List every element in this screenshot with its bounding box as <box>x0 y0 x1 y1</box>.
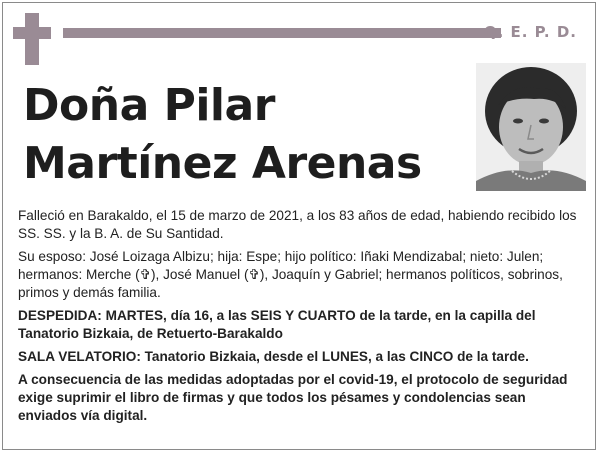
name-line-2: Martínez Arenas <box>23 138 422 189</box>
cross-icon <box>13 13 51 65</box>
qepd-label: Q. E. P. D. <box>483 23 577 41</box>
name-line-1: Doña Pilar <box>23 80 275 131</box>
family-list: Su esposo: José Loizaga Albizu; hija: Espe; hijo político: Iñaki Mendizabal; nieto: Julen; hermanos: Merche (✞), José Manuel (✞), Joaquín y Gabriel; hermanos políticos, sobrinos, primos y demás familia. <box>18 249 563 300</box>
portrait-photo <box>476 63 586 191</box>
deceased-name <box>23 77 422 193</box>
farewell-info: DESPEDIDA: MARTES, día 16, a las SEIS Y CUARTO de la tarde, en la capilla del Tanatorio Bizkaia, de Retuerto-Barakaldo <box>18 308 536 341</box>
wake-room-info: SALA VELATORIO: Tanatorio Bizkaia, desde el LUNES, a las CINCO de la tarde. <box>18 349 529 364</box>
obituary-card <box>2 2 596 450</box>
covid-notice: A consecuencia de las medidas adoptadas por el covid-19, el protocolo de seguridad exige suprimir el libro de firmas y que todos los pésames y condolencias sean enviados vía digital. <box>18 372 568 423</box>
death-notice: Falleció en Barakaldo, el 15 de marzo de 2021, a los 83 años de edad, habiendo recibido los SS. SS. y la B. A. de Su Santidad. <box>18 208 577 241</box>
obituary-text <box>18 207 584 430</box>
header-rule <box>63 28 501 38</box>
